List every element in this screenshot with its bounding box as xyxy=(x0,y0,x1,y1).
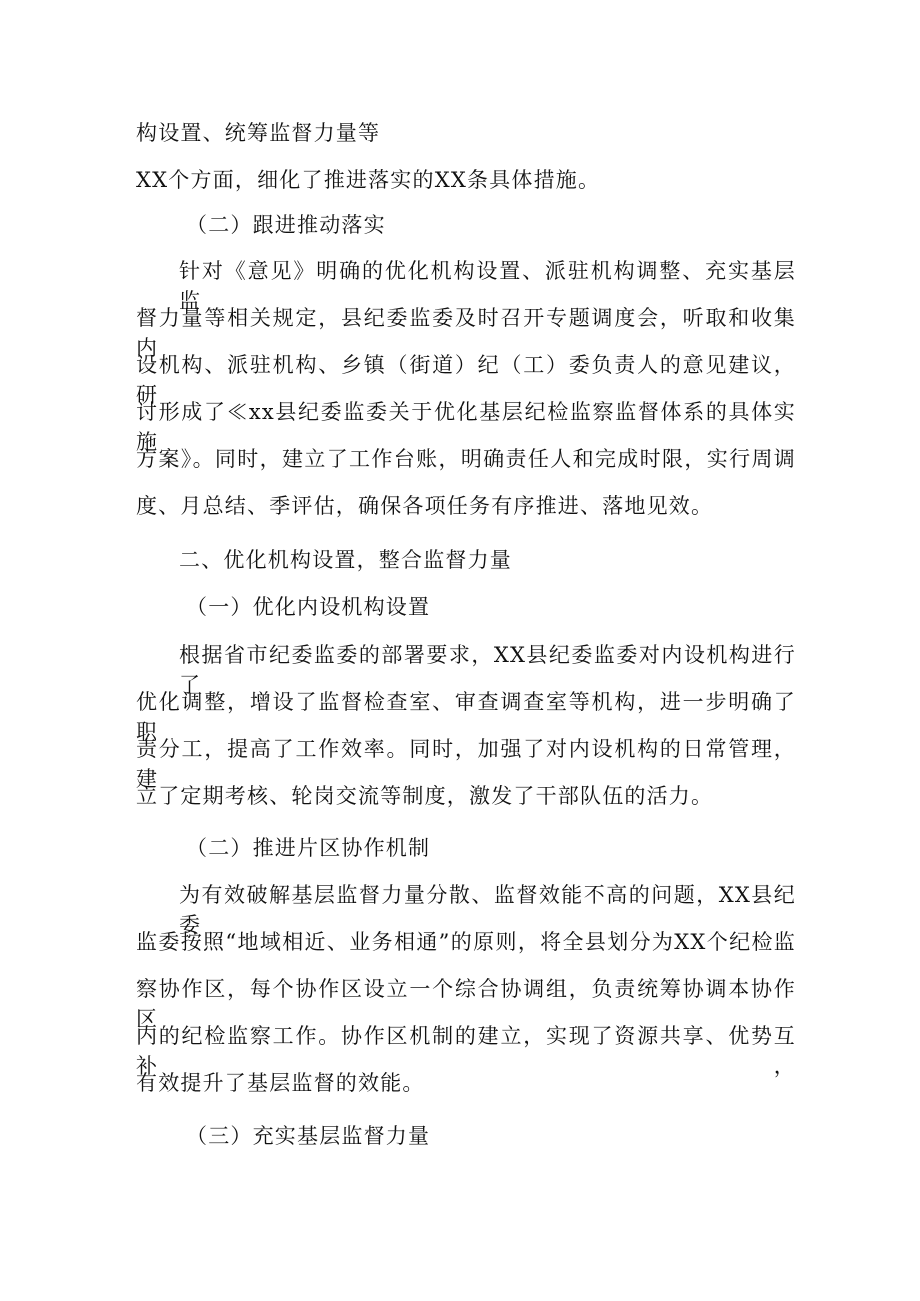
paragraph-continuation-line: XX个方面，细化了推进落实的XX条具体措施。 xyxy=(136,168,601,192)
paragraph-line: 有效提升了基层监督的效能。 xyxy=(136,1071,425,1095)
paragraph-line: 设机构、派驻机构、乡镇（街道）纪（工）委负责人的意见建议，研 xyxy=(136,353,796,407)
paragraph-line: 讨形成了≪xx县纪委监委关于优化基层纪检监察监督体系的具体实施 xyxy=(136,400,796,454)
paragraph-line: 根据省市纪委监委的部署要求，XX县纪委监委对内设机构进行了 xyxy=(179,643,796,697)
section-heading-two: 二、优化机构设置，整合监督力量 xyxy=(179,548,512,572)
paragraph-line: 优化调整，增设了监督检查室、审查调查室等机构，进一步明确了职 xyxy=(136,690,796,744)
paragraph-line: 立了定期考核、轮岗交流等制度，激发了干部队伍的活力。 xyxy=(136,784,714,808)
paragraph-continuation-line: 构设置、统筹监督力量等 xyxy=(136,121,381,145)
subheading-internal-structure: （一）优化内设机构设置 xyxy=(186,595,431,619)
paragraph-line: 针对《意见》明确的优化机构设置、派驻机构调整、充实基层监 xyxy=(179,259,796,313)
paragraph-line: 方案》。同时，建立了工作台账，明确责任人和完成时限，实行周调 xyxy=(136,447,796,471)
paragraph-line: 监委按照“地域相近、业务相通”的原则，将全县划分为XX个纪检监 xyxy=(136,930,796,954)
subheading-district-cooperation: （二）推进片区协作机制 xyxy=(186,836,431,860)
paragraph-line: 内的纪检监察工作。协作区机制的建立，实现了资源共享、优势互补， xyxy=(136,1024,796,1078)
subheading-grassroots-strength: （三）充实基层监督力量 xyxy=(186,1124,431,1148)
paragraph-line: 为有效破解基层监督力量分散、监督效能不高的问题，XX县纪委 xyxy=(179,883,796,937)
paragraph-line: 责分工，提高了工作效率。同时，加强了对内设机构的日常管理，建 xyxy=(136,737,796,791)
paragraph-line: 度、月总结、季评估，确保各项任务有序推进、落地见效。 xyxy=(136,494,714,518)
paragraph-line: 督力量等相关规定，县纪委监委及时召开专题调度会，听取和收集内 xyxy=(136,306,796,360)
subheading-follow-up: （二）跟进推动落实 xyxy=(186,213,386,237)
paragraph-line: 察协作区，每个协作区设立一个综合协调组，负责统筹协调本协作区 xyxy=(136,977,796,1031)
